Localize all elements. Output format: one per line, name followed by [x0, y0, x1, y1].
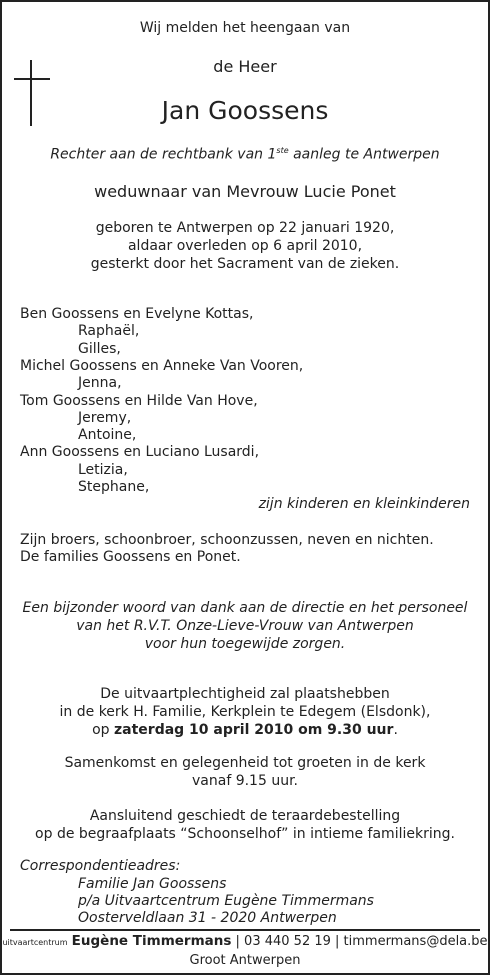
correspondence-line: p/a Uitvaartcentrum Eugène Timmermans — [78, 893, 374, 909]
ceremony-line: De uitvaartplechtigheid zal plaatshebben — [100, 686, 390, 702]
widower-line: weduwnaar van Mevrouw Lucie Ponet — [94, 182, 396, 201]
sacrament-line: gesterkt door het Sacrament van de zieken. — [90, 256, 400, 272]
family-member-line: Ben Goossens en Evelyne Kottas, — [20, 306, 254, 322]
family-member-line: Michel Goossens en Anneke Van Vooren, — [20, 357, 304, 374]
ceremony-date-line: op zaterdag 10 april 2010 om 9.30 uur. — [92, 722, 398, 738]
family-member-line: Jeremy, — [78, 409, 132, 426]
gathering-line: vanaf 9.15 uur. — [192, 773, 298, 789]
funeral-home-name: Eugène Timmermans — [71, 933, 232, 949]
birth-line: geboren te Antwerpen op 22 januari 1920, — [95, 220, 395, 236]
correspondence-label: Correspondentieadres: — [20, 858, 181, 874]
family-member-line: Jenna, — [78, 375, 122, 392]
burial-line: Aansluitend geschiedt de teraardebestelling — [89, 808, 401, 824]
correspondence-line: Oosterveldlaan 31 - 2020 Antwerpen — [78, 910, 337, 926]
thanks-line: Een bijzonder woord van dank aan de directie en het personeel — [22, 600, 468, 616]
children-note: zijn kinderen en kleinkinderen — [258, 496, 470, 512]
relatives-line: Zijn broers, schoonbroer, schoonzussen, neven en nichten. — [20, 532, 434, 548]
family-member-line: Antoine, — [78, 427, 137, 444]
family-member-line: Gilles, — [78, 340, 121, 357]
ceremony-date: zaterdag 10 april 2010 om 9.30 uur — [114, 722, 394, 738]
family-member-line: Stephane, — [78, 479, 150, 495]
ceremony-line: in de kerk H. Familie, Kerkplein te Edegem (Elsdonk), — [59, 704, 431, 720]
gathering-line: Samenkomst en gelegenheid tot groeten in de kerk — [64, 755, 426, 771]
correspondence-line: Familie Jan Goossens — [78, 876, 227, 892]
role-line: Rechter aan de rechtbank van 1ste aanleg te Antwerpen — [50, 146, 440, 163]
family-member-line: Letizia, — [78, 461, 128, 478]
family-member-line: Tom Goossens en Hilde Van Hove, — [20, 392, 258, 409]
intro-text: Wij melden het heengaan van — [139, 20, 351, 36]
thanks-line: van het R.V.T. Onze-Lieve-Vrouw van Antwerpen — [76, 618, 414, 634]
family-member-line: Raphaël, — [78, 323, 140, 340]
burial-line: op de begraafplaats “Schoonselhof” in intieme familiekring. — [35, 826, 455, 842]
footer-divider — [10, 929, 480, 931]
families-line: De families Goossens en Ponet. — [20, 549, 241, 565]
funeral-home-footer — [2, 933, 488, 968]
footer-contact[interactable]: | 03 440 52 19 | timmermans@dela.be — [231, 934, 488, 949]
deceased-name: Jan Goossens — [161, 96, 329, 125]
title-prefix: de Heer — [213, 57, 277, 76]
thanks-line: voor hun toegewijde zorgen. — [144, 636, 346, 652]
footer-region: Groot Antwerpen — [189, 953, 301, 968]
family-member-line: Ann Goossens en Luciano Lusardi, — [20, 444, 260, 461]
death-line: aldaar overleden op 6 april 2010, — [127, 238, 363, 254]
footer-prefix: uitvaartcentrum — [2, 938, 68, 947]
